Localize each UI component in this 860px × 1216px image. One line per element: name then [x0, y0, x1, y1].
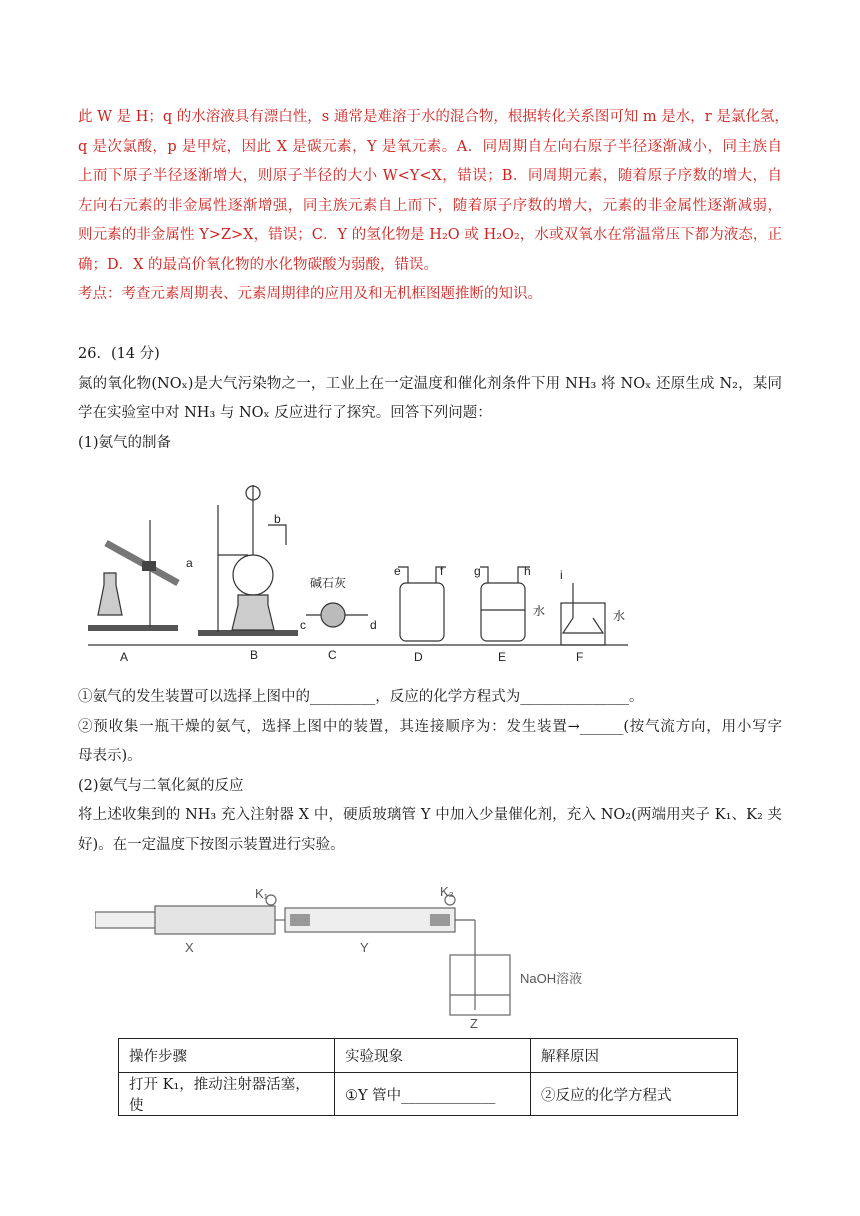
label-B: B — [250, 648, 259, 662]
question-2: ②预收集一瓶干燥的氨气，选择上图中的装置，其连接顺序为：发生装置→______(按气流方向，用小写字 — [78, 718, 782, 735]
part2-text: 将上述收集到的 NH₃ 充入注射器 X 中，硬质玻璃管 Y 中加入少量催化剂，充入 NO₂(两端用夹子 K₁、K₂ 夹 — [78, 807, 782, 823]
table-row — [119, 1073, 738, 1116]
question-intro: 氮的氧化物(NOₓ)是大气污染物之一，工业上在一定温度和催化剂条件下用 NH₃ 将 NOₓ 还原生成 N₂，某同 — [78, 375, 782, 392]
experiment-table — [118, 1038, 738, 1116]
label-naoh: NaOH溶液 — [520, 971, 583, 986]
label-K1: K₁ — [255, 886, 269, 901]
part1-title: (1)氨气的制备 — [78, 434, 172, 451]
table-cell: ②反应的化学方程式 — [531, 1073, 738, 1116]
label-d: d — [370, 618, 377, 632]
label-Z: Z — [470, 1016, 478, 1030]
label-lime: 碱石灰 — [310, 576, 347, 590]
part2-text: 好)。在一定温度下按图示装置进行实验。 — [78, 836, 345, 853]
apparatus-figure-1 — [78, 475, 638, 675]
label-E: E — [498, 650, 507, 664]
table-cell: ①Y 管中_____________ — [335, 1073, 531, 1116]
table-cell: 打开 K₁，推动注射器活塞，使 — [119, 1073, 335, 1116]
table-header: 解释原因 — [531, 1039, 738, 1073]
label-b: b — [274, 512, 281, 526]
table-header-row — [119, 1039, 738, 1073]
question-1: ①氨气的发生装置可以选择上图中的_________，反应的化学方程式为_______________。 — [78, 689, 644, 705]
table-header: 实验现象 — [335, 1039, 531, 1073]
label-c: c — [300, 618, 306, 632]
label-Y: Y — [360, 940, 369, 955]
label-A: A — [120, 650, 129, 664]
explanation-line: q 是次氯酸，p 是甲烷，因此 X 是碳元素，Y 是氧元素。A．同周期自左向右原子半径逐渐减小，同主族自 — [78, 138, 782, 155]
label-h: h — [524, 564, 531, 578]
question-number: 26．(14 分) — [78, 346, 160, 362]
label-C: C — [328, 648, 337, 662]
label-i: i — [560, 568, 563, 582]
apparatus-figure-2 — [95, 880, 605, 1030]
label-a: a — [186, 556, 193, 570]
kaodian-line: 考点：考查元素周期表、元素周期律的应用及和无机框图题推断的知识。 — [78, 286, 542, 302]
label-water1: 水 — [533, 604, 546, 618]
label-e: e — [394, 564, 401, 578]
explanation-line: 上而下原子半径逐渐增大，则原子半径的大小 W<Y<X，错误；B．同周期元素，随着原子序数的增大，自 — [78, 168, 782, 184]
explanation-block — [78, 103, 789, 310]
question-2: 母表示)。 — [78, 748, 142, 764]
explanation-line: 则元素的非金属性 Y>Z>X，错误；C．Y 的氢化物是 H₂O 或 H₂O₂，水或双氧水在常温常压下都为液态，正 — [78, 227, 782, 243]
stand-base-a — [88, 625, 178, 631]
label-K2: K₂ — [440, 884, 454, 899]
explanation-line: 此 W 是 H；q 的水溶液具有漂白性，s 通常是难溶于水的混合物，根据转化关系图可知 m 是水，r 是氯化氢， — [78, 109, 789, 125]
label-F: F — [576, 650, 584, 664]
question-intro: 学在实验室中对 NH₃ 与 NOₓ 反应进行了探究。回答下列问题： — [78, 405, 492, 421]
explanation-line: 左向右元素的非金属性逐渐增强，同主族元素自上而下，随着原子序数的增大，元素的非金属性逐渐减弱， — [78, 197, 782, 214]
label-f: f — [440, 564, 444, 578]
label-D: D — [414, 650, 423, 664]
part2-title: (2)氨气与二氧化氮的反应 — [78, 777, 244, 794]
question-26 — [78, 340, 782, 458]
question-part1 — [78, 683, 782, 860]
label-X: X — [185, 940, 194, 955]
explanation-line: 确；D．X 的最高价氧化物的水化物碳酸为弱酸，错误。 — [78, 256, 439, 273]
label-g: g — [474, 564, 481, 578]
label-water2: 水 — [613, 609, 626, 623]
table-header: 操作步骤 — [119, 1039, 335, 1073]
